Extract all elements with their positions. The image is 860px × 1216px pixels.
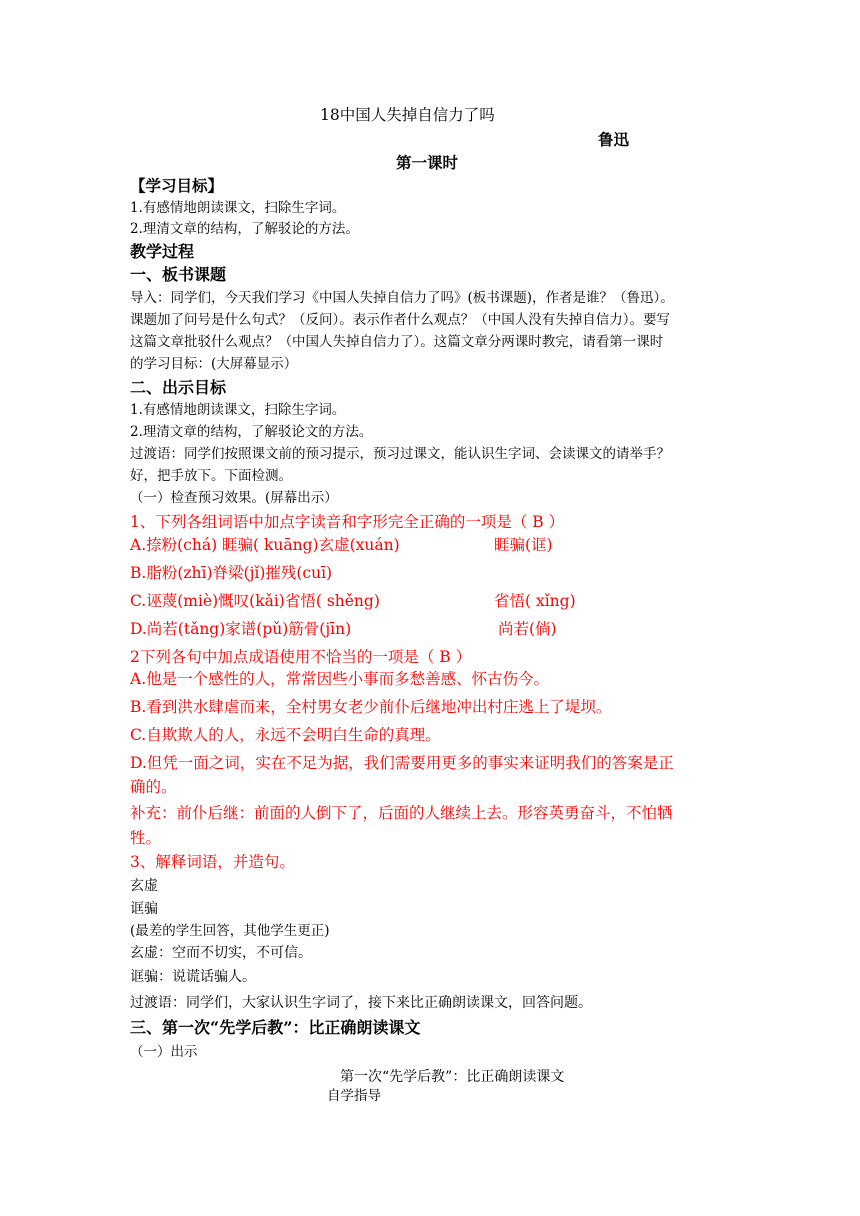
- paragraph-line: 导入：同学们，今天我们学习《中国人失掉自信力了吗》(板书课题)，作者是谁？（鲁迅）。: [130, 290, 674, 306]
- question-1-option-c: C.诬蔑(miè)慨叹(kǎi)省悟( shěng): [130, 592, 380, 610]
- process-heading: 教学过程: [130, 242, 195, 261]
- self-study-guide: 自学指导: [327, 1088, 381, 1104]
- check-label: （一）检查预习效果。(屏幕出示）: [130, 490, 338, 506]
- paragraph-line: 课题加了问号是什么句式？（反问）。表示作者什么观点？（中国人没有失掉自信力）。要写: [130, 312, 670, 328]
- paragraph-line: 过渡语：同学们按照课文前的预习提示，预习过课文，能认识生字词、会读课文的请举手？: [130, 446, 670, 462]
- show-label: （一）出示: [130, 1044, 198, 1060]
- vocab-word: 玄虚: [130, 878, 158, 894]
- supplement-note: 补充：前仆后继：前面的人倒下了，后面的人继续上去。形容英勇奋斗，不怕牺: [130, 804, 673, 822]
- question-1-option-a: [130, 538, 400, 554]
- section-heading: 二、出示目标: [130, 378, 227, 397]
- option-text: A.捺粉(chá) 睚骗( kuāng)玄虚(xuán): [130, 536, 400, 554]
- objective-item: 2.理清文章的结构，了解驳论文的方法。: [130, 424, 373, 440]
- center-title: 第一次“先学后教”：比正确朗读课文: [340, 1069, 565, 1085]
- definition: 诓骗：说谎话骗人。: [130, 969, 256, 985]
- lesson-label: 第一课时: [396, 153, 459, 172]
- question-3-stem: 3、解释词语，并造句。: [130, 853, 295, 871]
- paragraph-line: 好，把手放下。下面检测。: [130, 468, 292, 484]
- question-2-option-c: C.自欺欺人的人，永远不会明白生命的真理。: [130, 726, 441, 744]
- question-1-option-d: D.尚若(tǎng)家谱(pǔ)筋骨(jīn): [130, 620, 352, 638]
- objectives-heading: 【学习目标】: [130, 176, 224, 195]
- section-heading: 三、第一次“先学后教”：比正确朗读课文: [130, 1018, 421, 1037]
- definition: 玄虚：空而不切实，不可信。: [130, 945, 312, 961]
- question-2-stem: 2下列各句中加点成语使用不恰当的一项是（ B ）: [130, 648, 472, 666]
- document-title: 18中国人失掉自信力了吗: [320, 106, 495, 124]
- question-2-option-d: D.但凭一面之词，实在不足为据，我们需要用更多的事实来证明我们的答案是正: [130, 754, 674, 772]
- objective-item: 1.有感情地朗读课文，扫除生字词。: [130, 200, 346, 216]
- option-correction: 睚骗(诓): [494, 536, 553, 554]
- supplement-note-cont: 牲。: [130, 829, 162, 847]
- question-1-option-b: B.脂粉(zhī)脊梁(jǐ)摧残(cuī): [130, 564, 333, 582]
- question-1-stem: 1、下列各组词语中加点字读音和字形完全正确的一项是（ B ）: [130, 513, 565, 531]
- paragraph-line: 的学习目标：(大屏幕显示）: [130, 356, 298, 372]
- question-2-option-a: A.他是一个感性的人，常常因些小事而多愁善感、怀古伤今。: [130, 670, 550, 688]
- question-2-option-d-cont: 确的。: [130, 778, 177, 796]
- vocab-word: 诓骗: [130, 901, 158, 917]
- paragraph-line: 过渡语：同学们，大家认识生字词了，接下来比正确朗读课文，回答问题。: [130, 995, 592, 1011]
- objective-item: 1.有感情地朗读课文，扫除生字词。: [130, 402, 346, 418]
- section-heading: 一、板书课题: [130, 265, 227, 284]
- question-2-option-b: B.看到洪水肆虐而来，全村男女老少前仆后继地冲出村庄逃上了堤坝。: [130, 698, 612, 716]
- paragraph-line: 这篇文章批驳什么观点？（中国人失掉自信力了）。这篇文章分两课时教完，请看第一课时: [130, 334, 664, 350]
- option-correction: 省悟( xǐng): [494, 592, 576, 610]
- objective-item: 2.理清文章的结构，了解驳论的方法。: [130, 221, 359, 237]
- option-correction: 尚若(倘): [498, 620, 557, 638]
- author: 鲁迅: [598, 130, 630, 149]
- hint-note: (最差的学生回答，其他学生更正): [130, 923, 330, 939]
